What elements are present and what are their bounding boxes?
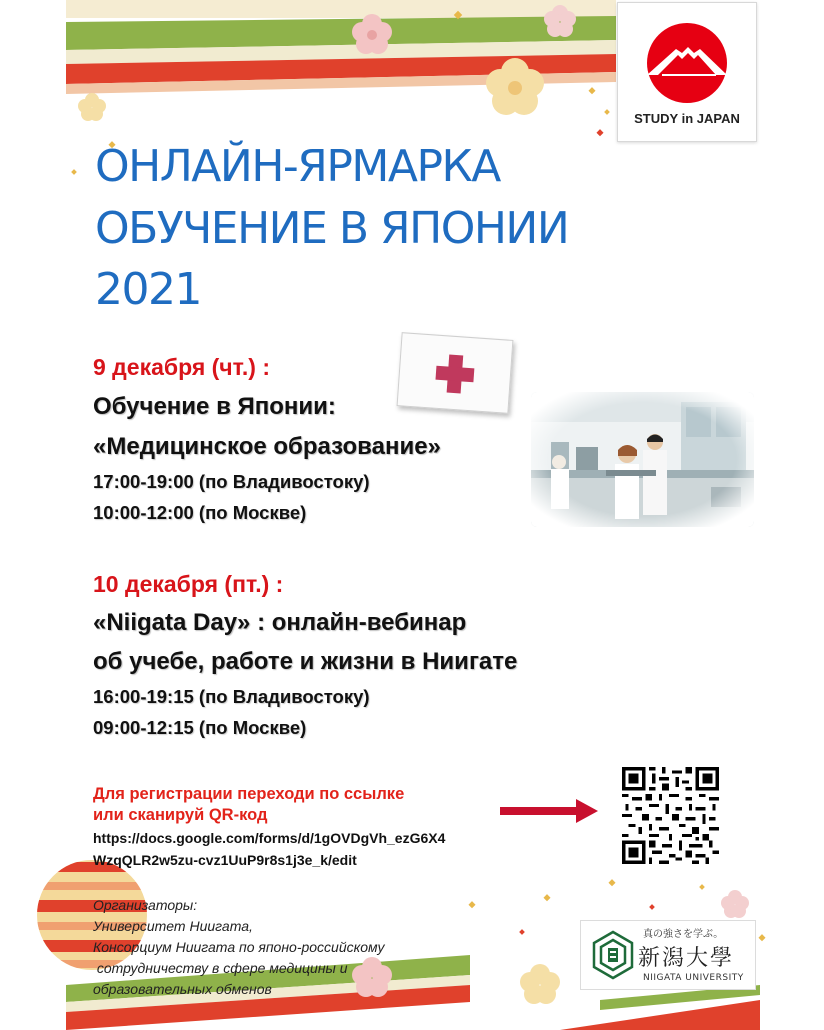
registration-url-line-2[interactable]: WzqQLR2w5zu-cvz1UuP9r8s1j3e_k/edit — [93, 852, 357, 868]
organizers-line-2: Консорциум Ниигата по японо-российскому — [93, 939, 385, 955]
logo-text: STUDY in JAPAN — [634, 111, 740, 126]
qr-code[interactable] — [622, 767, 719, 864]
title-year: 2021 — [95, 264, 201, 315]
top-cream-band — [66, 0, 616, 18]
striped-ball — [30, 855, 160, 975]
registration-instruction-line-2: или сканируй QR-код — [93, 806, 268, 824]
niigata-tagline-jp: 真の強さを学ぶ。 — [643, 929, 724, 940]
event-2-time-moscow: 09:00-12:15 (по Москве) — [93, 717, 307, 738]
fuji-sun-icon — [618, 3, 756, 111]
study-in-japan-logo — [617, 2, 757, 142]
event-2-date: 10 декабря (пт.) : — [93, 571, 284, 597]
organizers-line-3: сотрудничеству в сфере медицины и — [93, 960, 348, 976]
event-2-title-line-1: «Niigata Day» : онлайн-вебинар — [93, 609, 467, 636]
event-2-title-line-2: об учебе, работе и жизни в Ниигате — [93, 648, 518, 675]
registration-instruction-line-1: Для регистрации переходи по ссылке — [93, 785, 405, 803]
organizers-line-4: образовательных обменов — [93, 981, 272, 997]
medical-cross-icon — [398, 333, 513, 412]
organizers-heading: Организаторы: — [93, 897, 198, 913]
event-2-time-vladivostok: 16:00-19:15 (по Владивостоку) — [93, 686, 370, 707]
qr-code-icon — [622, 767, 719, 864]
event-1-time-vladivostok: 17:00-19:00 (по Владивостоку) — [93, 471, 370, 492]
event-1-title-line-1: Обучение в Японии: — [93, 393, 336, 420]
lab-scene-illustration — [531, 392, 754, 527]
laboratory-photo — [531, 392, 754, 527]
medical-cross-flag — [397, 332, 514, 414]
event-1-title-line-2: «Медицинское образование» — [93, 433, 441, 460]
event-1-date: 9 декабря (чт.) : — [93, 354, 270, 380]
registration-url-line-1[interactable]: https://docs.google.com/forms/d/1gOVDgVh_ezG6X4 — [93, 830, 446, 846]
niigata-name-jp: 新潟大學 — [638, 946, 735, 971]
title-line-1: ОНЛАЙН-ЯРМАРКА — [95, 141, 500, 192]
organizers-line-1: Университет Ниигата, — [93, 918, 253, 934]
niigata-emblem-icon — [587, 929, 639, 981]
event-1-time-moscow: 10:00-12:00 (по Москве) — [93, 502, 307, 523]
niigata-university-logo — [580, 920, 756, 990]
title-line-2: ОБУЧЕНИЕ В ЯПОНИИ — [95, 203, 569, 254]
niigata-name-en: NIIGATA UNIVERSITY — [643, 973, 744, 983]
arrow-right-icon — [500, 797, 600, 825]
